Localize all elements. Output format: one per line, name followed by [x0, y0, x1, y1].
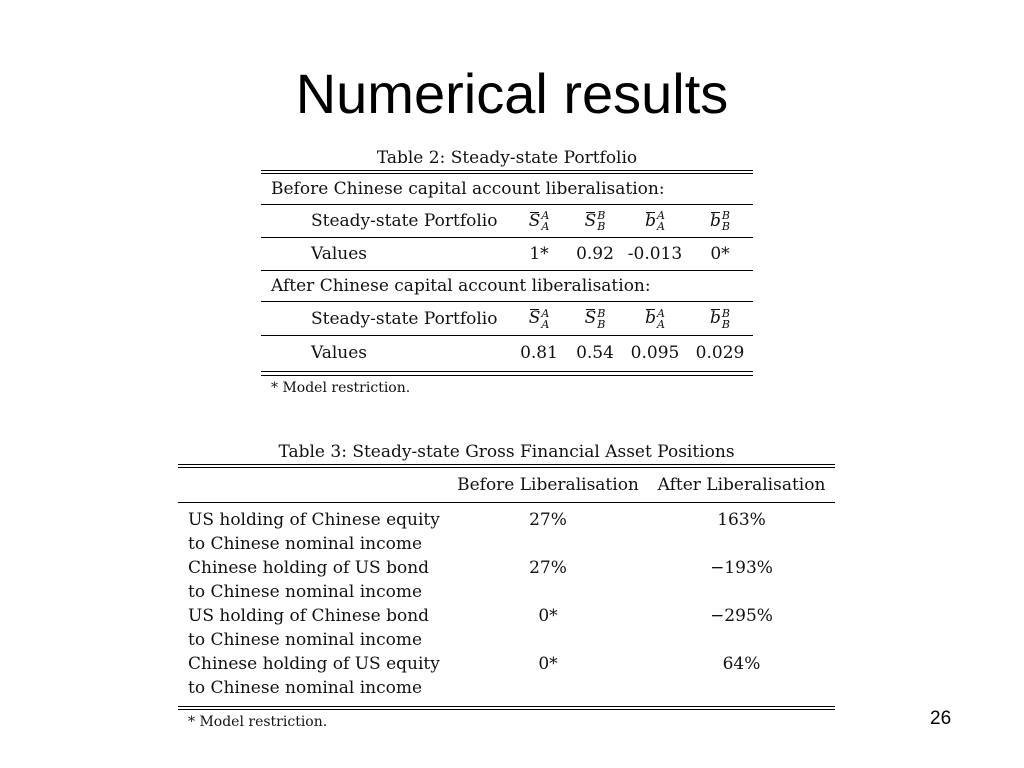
value-cell: 0.095	[630, 342, 680, 363]
value-cell: 0.92	[576, 244, 614, 264]
values-label: Values	[311, 342, 368, 363]
table-caption: Table 2: Steady-state Portfolio	[376, 148, 638, 168]
row-label: US holding of Chinese equity	[188, 510, 440, 530]
before-value: 0*	[538, 606, 558, 626]
row-label: Chinese holding of US equity	[188, 654, 440, 674]
row-label: US holding of Chinese bond	[188, 606, 430, 626]
table-row	[178, 556, 835, 580]
table-caption: Table 3: Steady-state Gross Financial Asset Positions	[278, 442, 735, 462]
column-header-before: Before Liberalisation	[457, 475, 639, 495]
values-label: Values	[311, 244, 368, 264]
page-number: 26	[930, 708, 952, 729]
row-label-line2: to Chinese nominal income	[188, 582, 423, 602]
header-label: Steady-state Portfolio	[311, 308, 498, 329]
bottom-rule	[261, 371, 753, 376]
value-cell: 0.029	[695, 342, 745, 363]
slide-title: Numerical results	[295, 62, 729, 125]
symbol-bb: b B B	[710, 306, 730, 331]
value-cell: 1*	[529, 244, 549, 264]
header-row	[178, 468, 835, 503]
header-row-before	[261, 205, 753, 237]
after-value: −193%	[710, 558, 773, 578]
row-label: Chinese holding of US bond	[188, 558, 430, 578]
table-row	[178, 508, 835, 532]
table-row-continuation	[178, 676, 835, 700]
column-header-after: After Liberalisation	[657, 475, 826, 495]
steady-state-portfolio-table	[261, 146, 753, 396]
row-label-line2: to Chinese nominal income	[188, 534, 423, 554]
gross-financial-asset-positions-table	[178, 440, 835, 730]
after-value: 163%	[717, 510, 766, 530]
table-row	[178, 604, 835, 628]
symbol-sb: S B B	[584, 209, 606, 233]
before-value: 27%	[529, 558, 567, 578]
symbol-sb: S B B	[584, 306, 606, 331]
value-cell: 0*	[710, 244, 730, 264]
table-footnote: * Model restriction.	[271, 380, 411, 396]
table-row	[178, 652, 835, 676]
symbol-bb: b B B	[710, 209, 730, 233]
row-label-line2: to Chinese nominal income	[188, 630, 423, 650]
symbol-ba: b A A	[645, 306, 665, 331]
values-row-after	[261, 336, 753, 369]
value-cell: 0.81	[520, 342, 558, 363]
symbol-sa: S A A	[528, 306, 550, 331]
table-row-continuation	[178, 628, 835, 652]
row-label-line2: to Chinese nominal income	[188, 678, 423, 698]
value-cell: 0.54	[576, 342, 614, 363]
symbol-sa: S A A	[528, 209, 550, 233]
before-value: 0*	[538, 654, 558, 674]
after-value: −295%	[710, 606, 773, 626]
header-label: Steady-state Portfolio	[311, 211, 498, 231]
table-row-continuation	[178, 532, 835, 556]
values-row-before	[261, 238, 753, 270]
before-value: 27%	[529, 510, 567, 530]
after-value: 64%	[722, 654, 761, 674]
bottom-rule	[178, 706, 835, 710]
table-body	[178, 503, 835, 706]
value-cell: -0.013	[627, 244, 683, 264]
symbol-ba: b A A	[645, 209, 665, 233]
table-footnote: * Model restriction.	[188, 714, 328, 730]
section-heading-after: After Chinese capital account liberalisation:	[271, 276, 651, 296]
table-row-continuation	[178, 580, 835, 604]
header-row-after	[261, 302, 753, 335]
section-heading-before: Before Chinese capital account liberalisation:	[271, 179, 665, 199]
